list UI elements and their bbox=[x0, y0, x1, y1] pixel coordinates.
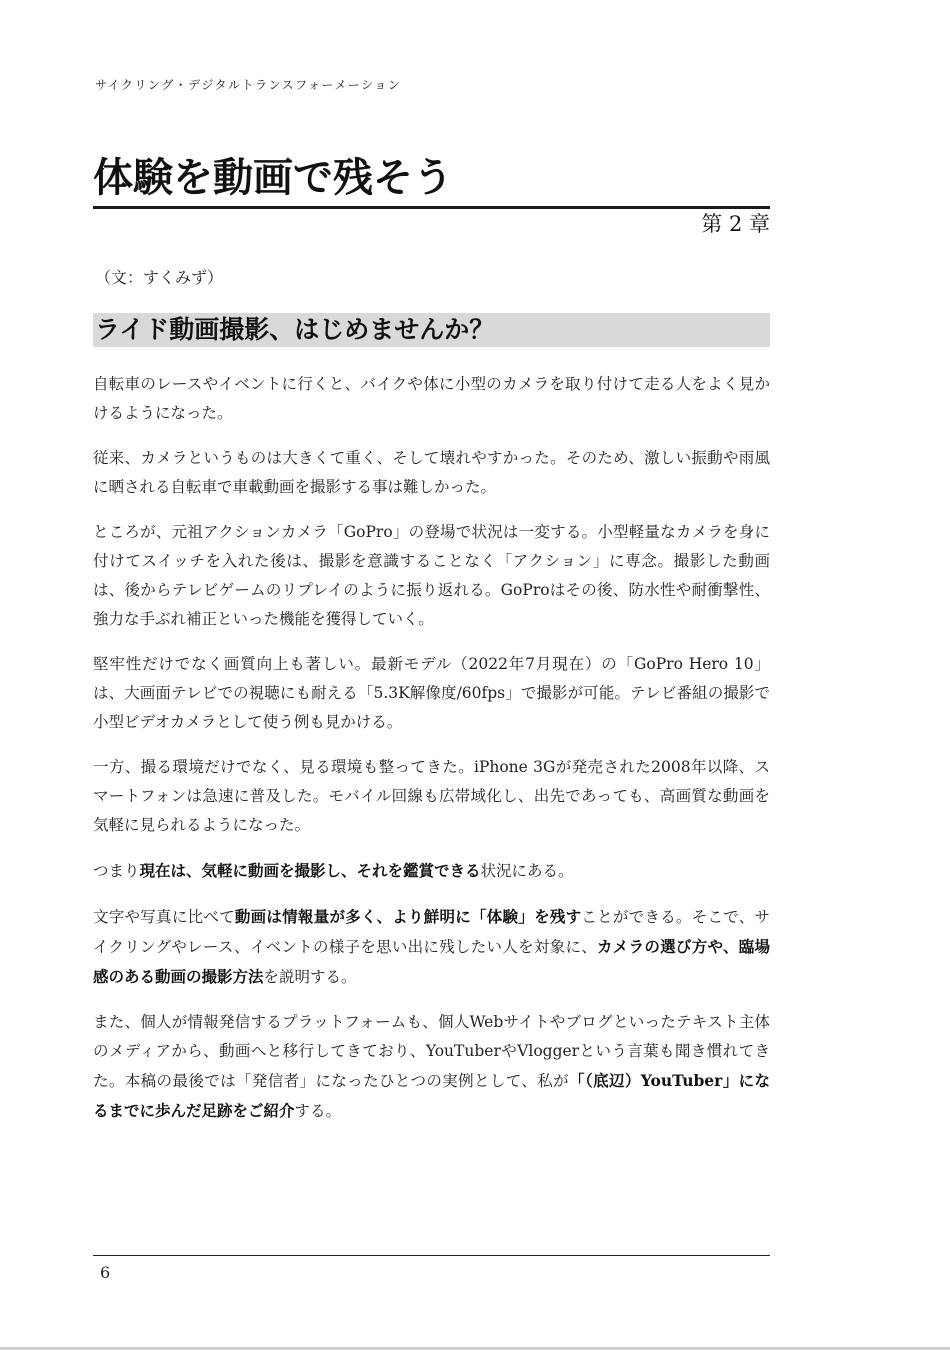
text-run: する。 bbox=[294, 1102, 342, 1120]
emphasis-text: カメラの選び方や、臨場感のある動画の撮影方法 bbox=[93, 937, 770, 986]
body-text bbox=[93, 370, 770, 1142]
paragraph-5: 一方、撮る環境だけでなく、見る環境も整ってきた。iPhone 3Gが発売された2008年以降、スマートフォンは急速に普及した。モバイル回線も広帯域化し、出先であっても、高画質な動画を気軽に見られるようになった。 bbox=[93, 758, 770, 834]
chapter-title: 体験を動画で残そう bbox=[93, 150, 770, 209]
paragraph-3: ところが、元祖アクションカメラ「GoPro」の登場で状況は一変する。小型軽量なカメラを身に付けてスイッチを入れた後は、撮影を意識することなく「アクション」に専念。撮影した動画は、後からテレビゲームのリプレイのように振り返れる。GoProはその後、防水性や耐衝撃性、強力な手ぶれ補正といった機能を獲得していく。 bbox=[93, 523, 770, 628]
text-run: 状況にある。 bbox=[480, 862, 574, 880]
text-run: また、個人が情報発信するプラットフォームも、個人Webサイトやブログといったテキスト主体のメディアから、動画へと移行してきており、YouTuberやVloggerという言葉も聞き慣れてきた。本稿の最後では「発信者」になったひとつの実例として、私が bbox=[93, 1013, 770, 1090]
paragraph-8 bbox=[93, 1008, 770, 1126]
author-credit: （文：すくみず） bbox=[95, 268, 224, 287]
running-header: サイクリング・デジタルトランスフォーメーション bbox=[95, 78, 402, 92]
chapter-number: 第 2 章 bbox=[701, 212, 770, 236]
section-heading: ライド動画撮影、はじめませんか？ bbox=[93, 313, 770, 347]
paragraph-1: 自転車のレースやイベントに行くと、バイクや体に小型のカメラを取り付けて走る人をよく見かけるようになった。 bbox=[93, 375, 770, 422]
paragraph-4: 堅牢性だけでなく画質向上も著しい。最新モデル（2022年7月現在）の「GoPro Hero 10」は、大画面テレビでの視聴にも耐える「5.3K解像度/60fps」で撮影が可能。テレビ番組の撮影で小型ビデオカメラとして使う例も見かける。 bbox=[93, 655, 770, 731]
emphasis-text: 動画は情報量が多く、より鮮明に「体験」を残す bbox=[234, 907, 582, 926]
text-run: 文字や写真に比べて bbox=[93, 908, 235, 926]
page-number: 6 bbox=[100, 1263, 111, 1282]
text-run: を説明する。 bbox=[263, 968, 357, 986]
paragraph-2: 従来、カメラというものは大きくて重く、そして壊れやすかった。そのため、激しい振動や雨風に晒される自転車で車載動画を撮影する事は難しかった。 bbox=[93, 449, 770, 496]
paragraph-7 bbox=[93, 902, 770, 992]
text-run: つまり bbox=[93, 862, 140, 880]
paragraph-6 bbox=[93, 856, 770, 886]
footer-rule bbox=[93, 1255, 770, 1256]
emphasis-text: 現在は、気軽に動画を撮影し、それを鑑賞できる bbox=[139, 861, 481, 880]
text-run: ことができる。そこで、サイクリングやレース、イベントの様子を思い出に残したい人を対象に、 bbox=[93, 908, 770, 956]
emphasis-text: 「（底辺）YouTuber」になるまでに歩んだ足跡をご紹介 bbox=[93, 1071, 770, 1120]
